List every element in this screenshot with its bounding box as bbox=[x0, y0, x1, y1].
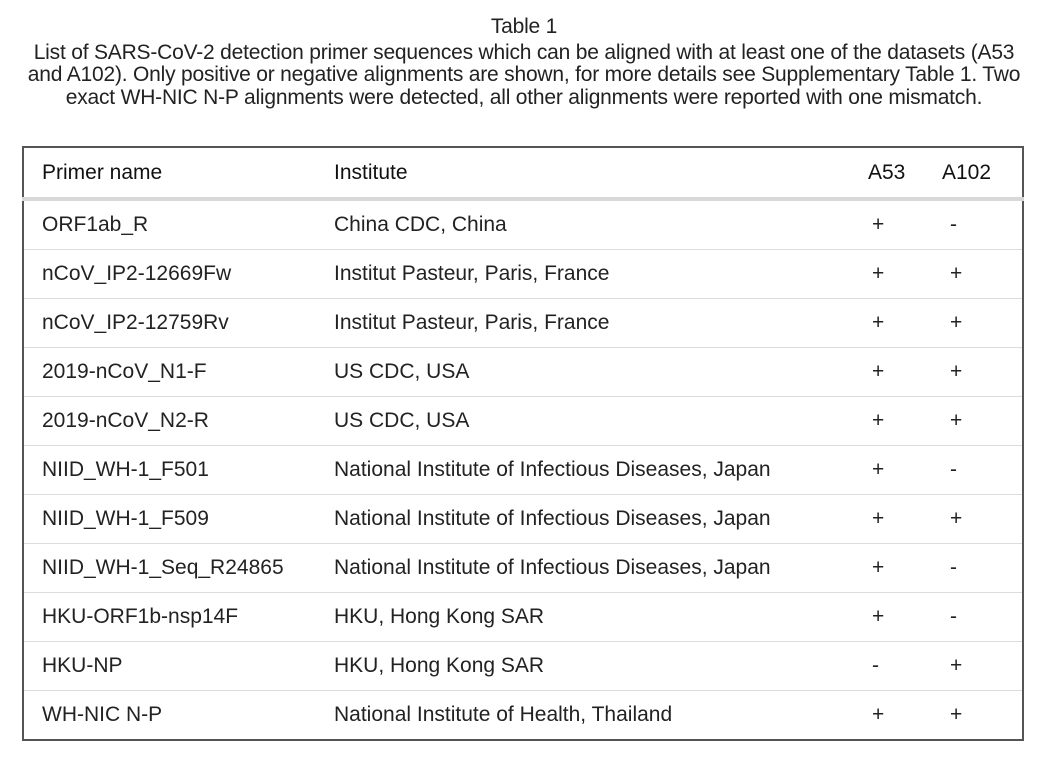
table-title: Table 1 bbox=[490, 15, 558, 38]
institute-cell: Institut Pasteur, Paris, France bbox=[334, 250, 864, 299]
institute-cell: US CDC, USA bbox=[334, 348, 864, 397]
institute-cell: National Institute of Infectious Diseases, Japan bbox=[334, 446, 864, 495]
a53-cell: + bbox=[864, 199, 942, 250]
table-row bbox=[23, 446, 1023, 495]
a102-cell: + bbox=[942, 299, 1023, 348]
primer-name-cell: NIID_WH-1_F501 bbox=[23, 446, 334, 495]
a53-cell: + bbox=[864, 593, 942, 642]
a53-cell: + bbox=[864, 495, 942, 544]
table-description: List of SARS-CoV-2 detection primer sequences which can be aligned with at least one of the datasets (A53 and A102). Only positive or negative alignments are shown, for more details see Supplementary Table 1. Two exact WH-NIC N-P alignments were detected, all other alignments were reported with one mismatch. bbox=[27, 40, 1021, 109]
primer-name-cell: ORF1ab_R bbox=[23, 199, 334, 250]
institute-cell: National Institute of Health, Thailand bbox=[334, 691, 864, 741]
table-row bbox=[23, 199, 1023, 250]
table-row bbox=[23, 691, 1023, 741]
a53-cell: + bbox=[864, 348, 942, 397]
primer-name-cell: NIID_WH-1_F509 bbox=[23, 495, 334, 544]
a53-cell: + bbox=[864, 299, 942, 348]
institute-cell: HKU, Hong Kong SAR bbox=[334, 593, 864, 642]
primer-name-cell: NIID_WH-1_Seq_R24865 bbox=[23, 544, 334, 593]
a102-cell: + bbox=[942, 348, 1023, 397]
table-row bbox=[23, 299, 1023, 348]
primer-name-cell: HKU-NP bbox=[23, 642, 334, 691]
primer-name-cell: nCoV_IP2-12759Rv bbox=[23, 299, 334, 348]
a53-cell: + bbox=[864, 544, 942, 593]
institute-cell: China CDC, China bbox=[334, 199, 864, 250]
table-caption bbox=[20, 16, 1028, 109]
institute-cell: National Institute of Infectious Diseases, Japan bbox=[334, 495, 864, 544]
header-a53: A53 bbox=[864, 147, 942, 199]
a53-cell: + bbox=[864, 691, 942, 741]
header-row bbox=[23, 147, 1023, 199]
a102-cell: - bbox=[942, 544, 1023, 593]
a102-cell: + bbox=[942, 691, 1023, 741]
a102-cell: + bbox=[942, 397, 1023, 446]
primer-name-cell: 2019-nCoV_N2-R bbox=[23, 397, 334, 446]
table-row bbox=[23, 397, 1023, 446]
table-row bbox=[23, 348, 1023, 397]
institute-cell: HKU, Hong Kong SAR bbox=[334, 642, 864, 691]
a53-cell: + bbox=[864, 250, 942, 299]
header-primer-name: Primer name bbox=[23, 147, 334, 199]
a53-cell: - bbox=[864, 642, 942, 691]
primer-name-cell: nCoV_IP2-12669Fw bbox=[23, 250, 334, 299]
a102-cell: + bbox=[942, 250, 1023, 299]
header-institute: Institute bbox=[334, 147, 864, 199]
primer-table bbox=[22, 146, 1024, 741]
table-row bbox=[23, 642, 1023, 691]
primer-name-cell: WH-NIC N-P bbox=[23, 691, 334, 741]
table-row bbox=[23, 495, 1023, 544]
a102-cell: - bbox=[942, 446, 1023, 495]
institute-cell: National Institute of Infectious Diseases, Japan bbox=[334, 544, 864, 593]
table-row bbox=[23, 250, 1023, 299]
a102-cell: - bbox=[942, 199, 1023, 250]
table-row bbox=[23, 544, 1023, 593]
table-row bbox=[23, 593, 1023, 642]
institute-cell: Institut Pasteur, Paris, France bbox=[334, 299, 864, 348]
a102-cell: + bbox=[942, 495, 1023, 544]
header-a102: A102 bbox=[942, 147, 1023, 199]
a102-cell: - bbox=[942, 593, 1023, 642]
a102-cell: + bbox=[942, 642, 1023, 691]
a53-cell: + bbox=[864, 446, 942, 495]
institute-cell: US CDC, USA bbox=[334, 397, 864, 446]
primer-name-cell: 2019-nCoV_N1-F bbox=[23, 348, 334, 397]
a53-cell: + bbox=[864, 397, 942, 446]
primer-name-cell: HKU-ORF1b-nsp14F bbox=[23, 593, 334, 642]
